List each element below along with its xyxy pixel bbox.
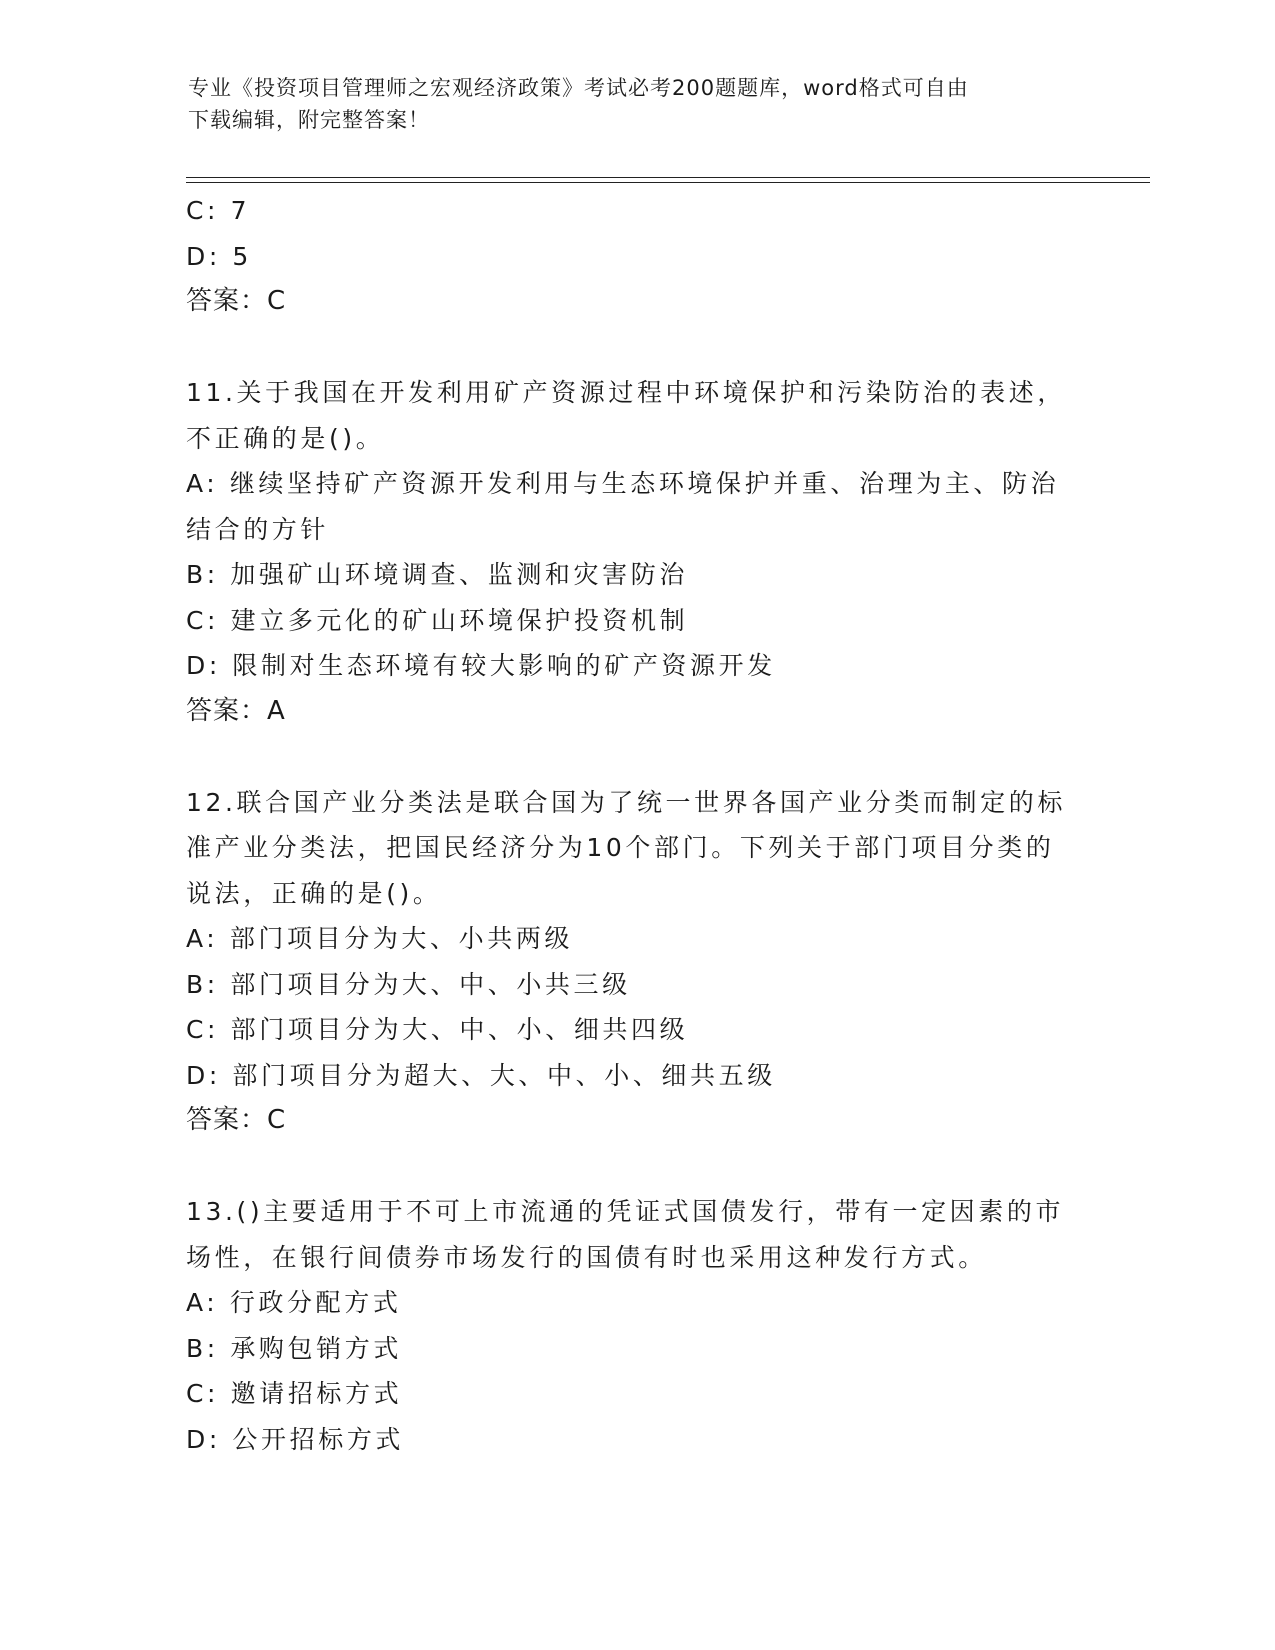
answer-line: 答案：C	[186, 1105, 287, 1135]
question-line: 说法，正确的是()。	[186, 878, 442, 908]
question-line: 11.关于我国在开发利用矿产资源过程中环境保护和污染防治的表述，	[186, 378, 1066, 407]
option-line: D: 5	[186, 241, 252, 271]
spacer	[186, 1144, 1086, 1190]
option-line: D: 限制对生态环境有较大影响的矿产资源开发	[186, 651, 776, 680]
option-line: A: 部门项目分为大、小共两级	[186, 924, 574, 953]
option-line: C: 7	[186, 196, 251, 225]
option-line: C: 邀请招标方式	[186, 1379, 403, 1408]
answer-line: 答案：A	[186, 695, 286, 726]
question-content	[186, 188, 1086, 1462]
question-line: 13.()主要适用于不可上市流通的凭证式国债发行，带有一定因素的市	[186, 1197, 1065, 1226]
question-line: 不正确的是()。	[186, 423, 385, 453]
option-line: D: 部门项目分为超大、大、中、小、细共五级	[186, 1060, 776, 1090]
question-line: 场性，在银行间债券市场发行的国债有时也采用这种发行方式。	[186, 1242, 987, 1272]
option-line: B: 部门项目分为大、中、小共三级	[186, 969, 631, 999]
header-line-1: 专业《投资项目管理师之宏观经济政策》考试必考200题题库，word格式可自由	[188, 76, 969, 100]
option-line: B: 加强矿山环境调查、监测和灾害防治	[186, 560, 688, 589]
header-line-2: 下载编辑，附完整答案！	[188, 108, 430, 132]
question-line: 准产业分类法，把国民经济分为10个部门。下列关于部门项目分类的	[186, 833, 1055, 862]
spacer	[186, 734, 1086, 780]
option-line: C: 部门项目分为大、中、小、细共四级	[186, 1015, 689, 1044]
document-header	[188, 72, 1088, 136]
option-line: D: 公开招标方式	[186, 1424, 405, 1454]
option-line: A: 继续坚持矿产资源开发利用与生态环境保护并重、治理为主、防治	[186, 469, 1060, 498]
header-divider-bottom	[186, 182, 1150, 183]
option-line: B: 承购包销方式	[186, 1333, 402, 1363]
option-line: 结合的方针	[186, 514, 330, 544]
answer-line: 答案：C	[186, 286, 287, 316]
question-line: 12.联合国产业分类法是联合国为了统一世界各国产业分类而制定的标	[186, 787, 1066, 817]
header-divider-top	[186, 177, 1150, 178]
option-line: A: 行政分配方式	[186, 1288, 402, 1317]
spacer	[186, 325, 1086, 371]
option-line: C: 建立多元化的矿山环境保护投资机制	[186, 605, 689, 635]
